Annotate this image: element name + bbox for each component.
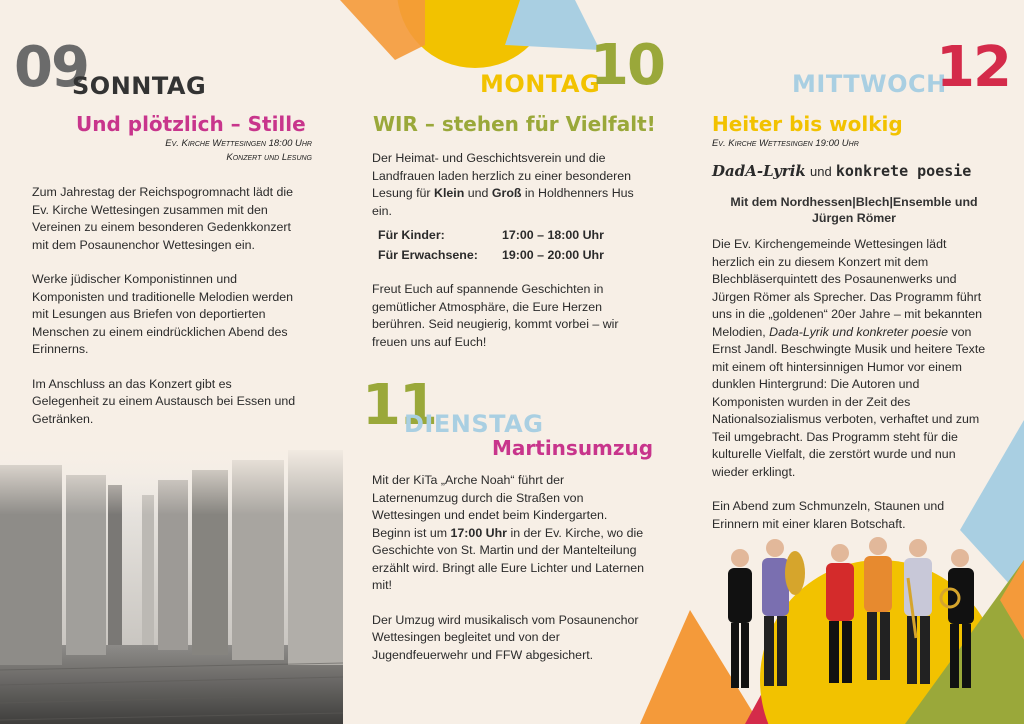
body-col2b — [372, 472, 648, 681]
day-name-sonntag: SONNTAG — [72, 72, 207, 100]
p1-col2b-a: Mit der KiTa „Arche Noah“ führt der Laternenumzug durch die Straßen von Wettesingen und endet beim Kindergarten. Beginn ist um — [372, 473, 608, 540]
times-row — [378, 246, 604, 266]
headline-martinsumzug: Martinsumzug — [492, 436, 654, 460]
logo-und: und — [809, 164, 832, 179]
times-value: 19:00 – 20:00 Uhr — [502, 247, 604, 262]
memorial-photo — [0, 445, 343, 724]
headline-col2-text: WIR – stehen für Vielfalt! — [373, 112, 656, 136]
paragraph-col3-1 — [712, 236, 988, 481]
outro-col2: Freut Euch auf spannende Geschichten in gemütlicher Atmosphäre, die Eure Herzen berühren. Seid neugierig, kommt vorbei – wir freuen uns auf Euch! — [372, 282, 619, 349]
paragraph-col1-3: Im Anschluss an das Konzert gibt es Gelegenheit zu einem Austausch bei Essen und Getränken. — [32, 376, 296, 426]
paragraph-col3-2: Ein Abend zum Schmunzeln, Staunen und Erinnern mit einer klaren Botschaft. — [712, 499, 945, 531]
day-name-mittwoch: MITTWOCH — [792, 70, 947, 98]
intro-col2-und: und — [464, 186, 492, 200]
headline-col2 — [373, 114, 656, 134]
musician-figure — [728, 549, 752, 688]
event-type-col1: Konzert und Lesung — [226, 152, 312, 163]
body-col1 — [32, 184, 300, 445]
p1-col3-em: Dada-Lyrik und konkreter poesie — [769, 324, 949, 339]
musician-figure — [941, 549, 974, 688]
day-number-11: 11 — [362, 373, 436, 438]
paragraph-col1-1: Zum Jahrestag der Reichspogromnacht lädt die Ev. Kirche Wettesingen zusammen mit den Vereinen zu einem besonderen Gedenkkonzert mit dem Posaunenchor Wettesingen ein. — [32, 185, 294, 252]
dada-logo — [712, 162, 971, 180]
deco-blue-shape — [505, 0, 600, 50]
times-value: 17:00 – 18:00 Uhr — [502, 228, 604, 242]
headline-col3: Heiter bis wolkig — [712, 112, 903, 136]
musician-figure — [864, 537, 892, 680]
location-col3: Ev. Kirche Wettesingen 19:00 Uhr — [712, 138, 859, 149]
intro-col2-b: in Holdhenners Hus ein. — [372, 186, 634, 218]
paragraph-col2b-2: Der Umzug wird musikalisch vom Posaunenchor Wettesingen begleitet und von der Jugendfeuerwehr und FFW abgesichert. — [372, 612, 639, 662]
musician-figure — [762, 539, 805, 686]
location-col1-line1: Ev. Kirche Wettesingen 18:00 Uhr — [165, 138, 312, 149]
musician-figure — [904, 539, 932, 684]
day-number-10: 10 — [590, 33, 664, 98]
p1-col2b-b: in der Ev. Kirche, wo die Geschichte von St. Martin und der Mantelteilung erzählt wird. Bringt alle Eure Lichter und Laternen mit! — [372, 525, 645, 592]
musician-figure — [826, 544, 854, 683]
times-table — [378, 226, 604, 265]
p1-col3-a: Die Ev. Kirchengemeinde Wettesingen lädt herzlich ein zu diesem Konzert mit dem Blechbläserquintett des Posaunenwerks und Jürgen Römer als Sprecher. Das Programm führt uns in die „goldenen“ 20er Jahre – mit bekannten Melodien, — [712, 237, 983, 339]
body-col2 — [372, 150, 642, 368]
body-col3 — [712, 236, 988, 550]
intro-col2-gross: Groß — [491, 186, 522, 200]
day-number-12: 12 — [936, 35, 1010, 100]
deco-orange-shape — [340, 0, 425, 60]
paragraph-col2b-1 — [372, 472, 648, 595]
p1-col2b-time: 17:00 Uhr — [450, 525, 507, 540]
times-row — [378, 226, 604, 246]
times-label: Für Erwachsene: — [378, 247, 478, 262]
p1-col3-b: von Ernst Jandl. Beschwingte Musik und heitere Texte mit einem oft hintersinnigen Humor vor einem dunklen Hintergrund: Die Autoren und Komponisten wurden in der Zeit des Nationalsozialismus verboten, verhaftet und zum Teil umgebracht. Das Programm steht für die kulturelle Vielfalt, die zerstört wurde und nun wieder erklingt. — [712, 324, 986, 479]
times-label: Für Kinder: — [378, 228, 445, 242]
day-name-dienstag: DIENSTAG — [404, 410, 544, 438]
day-name-montag: MONTAG — [480, 70, 601, 98]
paragraph-col1-2: Werke jüdischer Komponistinnen und Komponisten und traditionelle Melodien werden mit Lesungen aus Briefen von deportierten Menschen zu einem eindrücklichen Abend des Erinnerns. — [32, 272, 294, 356]
headline-col1: Und plötzlich – Stille — [76, 112, 306, 136]
intro-col2 — [372, 150, 642, 220]
logo-dada: DadA-Lyrik — [712, 162, 806, 180]
intro-col2-a: Der Heimat- und Geschichtsverein und die Landfrauen laden herzlich zu einer besonderen Lesung für — [372, 151, 632, 200]
intro-col2-klein: Klein — [434, 186, 465, 200]
logo-konkrete: konkrete poesie — [835, 162, 972, 180]
ensemble-photo — [720, 528, 990, 703]
location-col1 — [80, 137, 312, 165]
day-number-09: 09 — [14, 35, 88, 100]
ensemble: Mit dem Nordhessen|Blech|Ensemble und Jürgen Römer — [730, 195, 978, 225]
